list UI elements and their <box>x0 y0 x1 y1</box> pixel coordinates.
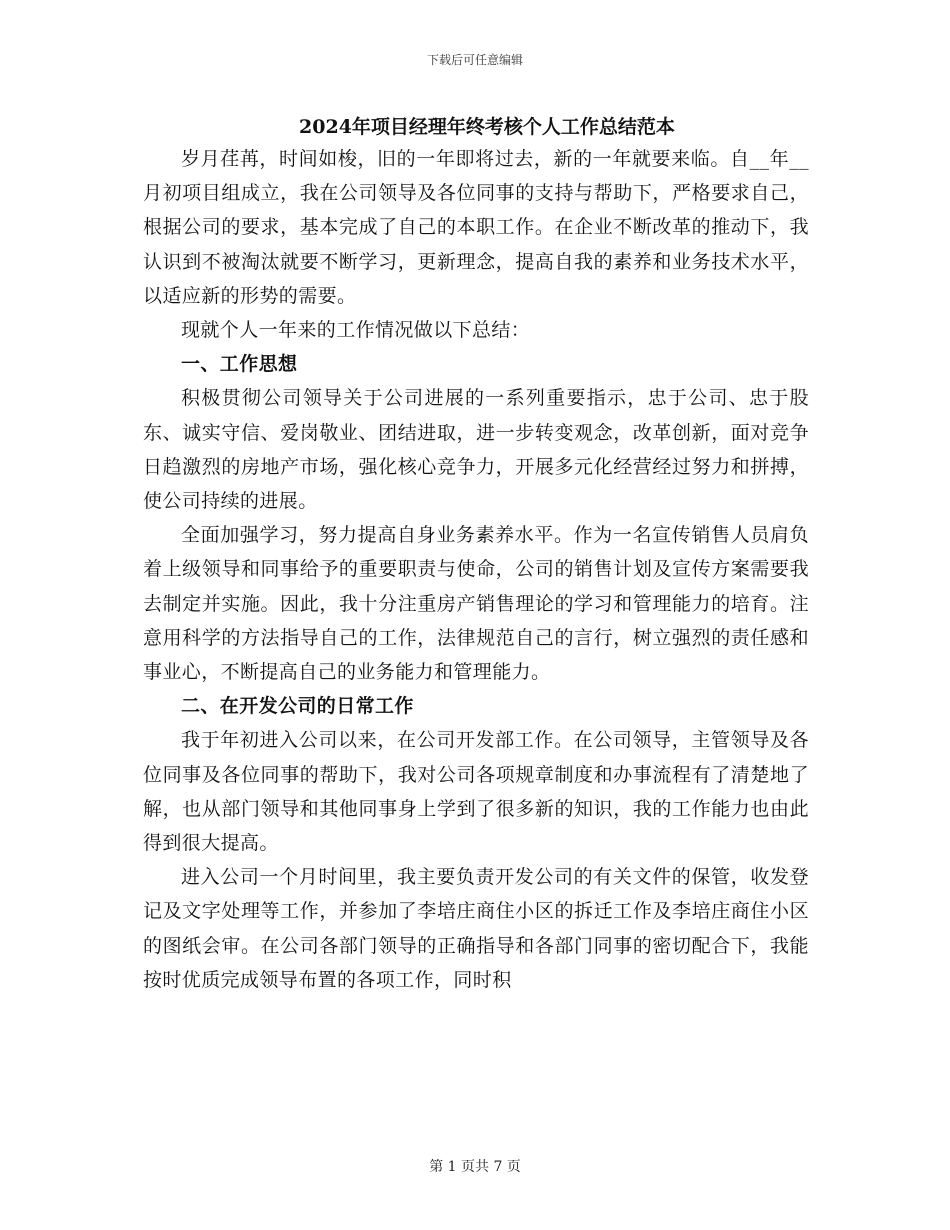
document-title: 2024年项目经理年终考核个人工作总结范本 <box>299 116 675 138</box>
body-paragraph: 岁月荏苒，时间如梭，旧的一年即将过去，新的一年就要来临。自__年__月初项目组成立，我在公司领导及各位同事的支持与帮助下，严格要求自己，根据公司的要求，基本完成了自己的本职工作。在企业不断改革的推动下，我认识到不被淘汰就要不断学习，更新理念，提高自我的素养和业务技术水平，以适应新的形势的需要。 <box>143 148 809 307</box>
document-body <box>143 112 809 997</box>
page-footer: 第 1 页共 7 页 <box>429 1159 521 1175</box>
body-paragraph: 全面加强学习，努力提高自身业务素养水平。作为一名宣传销售人员肩负着上级领导和同事给予的重要职责与使命，公司的销售计划及宣传方案需要我去制定并实施。因此，我十分注重房产销售理论的学习和管理能力的培育。注意用科学的方法指导自己的工作，法律规范自己的言行，树立强烈的责任感和事业心，不断提高自己的业务能力和管理能力。 <box>143 524 809 684</box>
body-paragraph: 进入公司一个月时间里，我主要负责开发公司的有关文件的保管，收发登记及文字处理等工作，并参加了李培庄商住小区的拆迁工作及李培庄商住小区的图纸会审。在公司各部门领导的正确指导和各部门同事的密切配合下，我能按时优质完成领导布置的各项工作，同时积 <box>143 866 809 991</box>
document-blocks <box>143 142 809 997</box>
section-heading: 一、工作思想 <box>181 353 298 376</box>
body-paragraph: 我于年初进入公司以来，在公司开发部工作。在公司领导，主管领导及各位同事及各位同事的帮助下，我对公司各项规章制度和办事流程有了清楚地了解，也从部门领导和其他同事身上学到了很多新的知识，我的工作能力也由此得到很大提高。 <box>143 729 809 855</box>
body-paragraph: 现就个人一年来的工作情况做以下总结： <box>181 319 531 342</box>
section-heading: 二、在开发公司的日常工作 <box>181 695 414 718</box>
page-header: 下载后可任意编辑 <box>426 53 523 67</box>
body-paragraph: 积极贯彻公司领导关于公司进展的一系列重要指示，忠于公司、忠于股东、诚实守信、爱岗敬业、团结进取，进一步转变观念，改革创新，面对竞争日趋激烈的房地产市场，强化核心竞争力，开展多元化经营经过努力和拼搏，使公司持续的进展。 <box>143 387 809 513</box>
